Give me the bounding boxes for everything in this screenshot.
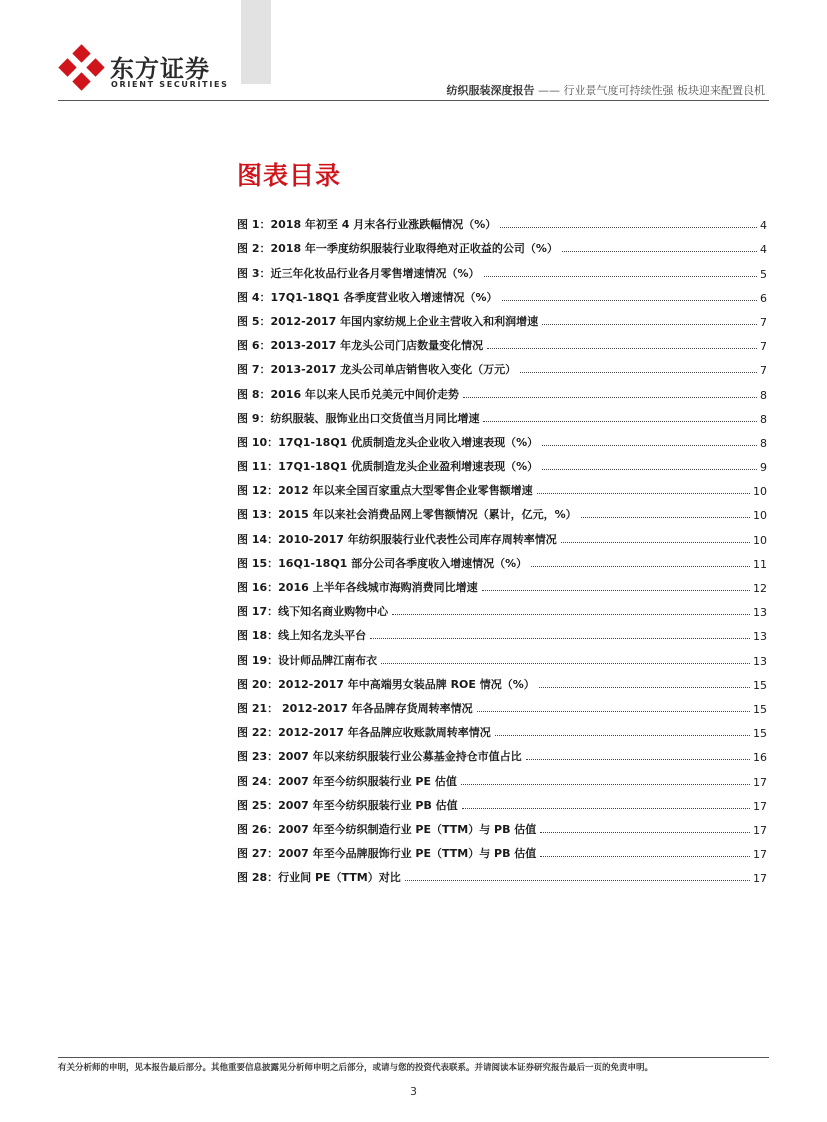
toc-entry-label: 图 23：2007 年以来纺织服装行业公募基金持仓市值占比 xyxy=(237,750,522,764)
toc-entry[interactable] xyxy=(237,764,767,788)
toc-entry[interactable] xyxy=(237,353,767,377)
toc-entry-page: 7 xyxy=(760,364,767,378)
toc-leader-dots xyxy=(542,445,757,446)
toc-entry-label: 图 12：2012 年以来全国百家重点大型零售企业零售额增速 xyxy=(237,484,533,498)
toc-entry-label: 图 1：2018 年初至 4 月末各行业涨跌幅情况（%） xyxy=(237,218,497,232)
toc-leader-dots xyxy=(542,469,757,470)
footer-divider xyxy=(58,1057,769,1058)
toc-leader-dots xyxy=(502,300,757,301)
header-divider xyxy=(58,100,769,101)
toc-entry-label: 图 18：线上知名龙头平台 xyxy=(237,629,367,643)
toc-entry-label: 图 26：2007 年至今纺织制造行业 PE（TTM）与 PB 估值 xyxy=(237,822,537,836)
toc-entry-page: 16 xyxy=(753,751,767,765)
toc-leader-dots xyxy=(484,276,757,277)
toc-entry-page: 17 xyxy=(753,872,767,886)
toc-entry[interactable] xyxy=(237,716,767,740)
toc-leader-dots xyxy=(462,808,750,809)
toc-entry[interactable] xyxy=(237,256,767,280)
toc-leader-dots xyxy=(463,397,757,398)
header-separator: —— xyxy=(538,84,560,97)
toc-leader-dots xyxy=(370,638,750,639)
toc-entry[interactable] xyxy=(237,232,767,256)
toc-entry-page: 10 xyxy=(753,485,767,499)
toc-leader-dots xyxy=(405,880,750,881)
toc-entry-page: 6 xyxy=(760,291,767,305)
toc-leader-dots xyxy=(537,493,750,494)
toc-entry-page: 17 xyxy=(753,823,767,837)
toc-entry-label: 图 25：2007 年至今纺织服装行业 PB 估值 xyxy=(237,798,458,812)
toc-entry-label: 图 14：2010-2017 年纺织服装行业代表性公司库存周转率情况 xyxy=(237,532,557,546)
toc-entry-label: 图 13：2015 年以来社会消费品网上零售额情况（累计，亿元，%） xyxy=(237,508,577,522)
logo-chinese-name: 东方证券 xyxy=(110,55,210,83)
toc-entry-label: 图 11：17Q1-18Q1 优质制造龙头企业盈利增速表现（%） xyxy=(237,460,539,474)
toc-entry-page: 13 xyxy=(753,630,767,644)
toc-entry-label: 图 24：2007 年至今纺织服装行业 PE 估值 xyxy=(237,774,457,788)
toc-entry-label: 图 16：2016 上半年各线城市海购消费同比增速 xyxy=(237,581,478,594)
toc-entry-page: 15 xyxy=(753,678,767,692)
running-header xyxy=(447,82,766,98)
footer-disclaimer: 有关分析师的申明，见本报告最后部分。其他重要信息披露见分析师申明之后部分，或请与您的投资代表联系。并请阅读本证券研究报告最后一页的免责申明。 xyxy=(58,1063,654,1073)
toc-title: 图表目录 xyxy=(237,161,342,190)
toc-leader-dots xyxy=(520,372,757,373)
toc-entry[interactable] xyxy=(237,208,767,232)
toc-entry-label: 图 28：行业间 PE（TTM）对比 xyxy=(237,871,401,885)
toc-leader-dots xyxy=(482,590,750,591)
report-title: 行业景气度可持续性强 板块迎来配置良机 xyxy=(563,84,765,97)
toc-entry[interactable] xyxy=(237,426,767,450)
toc-entry[interactable] xyxy=(237,837,767,861)
toc-entry-page: 8 xyxy=(760,388,767,402)
toc-entry[interactable] xyxy=(237,571,767,595)
toc-leader-dots xyxy=(539,687,750,688)
toc-entry-label: 图 27：2007 年至今品牌服饰行业 PE（TTM）与 PB 估值 xyxy=(237,847,537,861)
toc-entry-label: 图 22：2012-2017 年各品牌应收账款周转率情况 xyxy=(237,726,491,740)
report-type: 纺织服装深度报告 xyxy=(446,84,535,97)
toc-entry-label: 图 2：2018 年一季度纺织服装行业取得绝对正收益的公司（%） xyxy=(237,242,558,256)
toc-leader-dots xyxy=(542,324,757,325)
toc-entry-page: 4 xyxy=(760,219,767,233)
toc-entry-page: 8 xyxy=(760,436,767,450)
toc-leader-dots xyxy=(392,614,750,615)
toc-entry-page: 7 xyxy=(760,340,767,354)
toc-leader-dots xyxy=(483,421,757,422)
toc-entry[interactable] xyxy=(237,329,767,353)
toc-entry-label: 图 4：17Q1-18Q1 各季度营业收入增速情况（%） xyxy=(237,290,498,304)
toc-entry[interactable] xyxy=(237,305,767,329)
toc-entry[interactable] xyxy=(237,377,767,401)
toc-entry[interactable] xyxy=(237,668,767,692)
toc-entry-label: 图 5：2012-2017 年国内家纺规上企业主营收入和利润增速 xyxy=(237,314,539,328)
toc-list xyxy=(237,208,767,885)
toc-leader-dots xyxy=(381,663,750,664)
toc-entry-page: 7 xyxy=(760,315,767,329)
toc-entry[interactable] xyxy=(237,643,767,667)
toc-entry-label: 图 20：2012-2017 年中高端男女装品牌 ROE 情况（%） xyxy=(237,677,535,691)
toc-leader-dots xyxy=(500,227,757,228)
toc-leader-dots xyxy=(531,566,750,567)
page-number: 3 xyxy=(410,1085,417,1098)
toc-entry[interactable] xyxy=(237,619,767,643)
toc-entry-page: 4 xyxy=(760,243,767,257)
toc-entry-page: 15 xyxy=(753,702,767,716)
toc-entry[interactable] xyxy=(237,692,767,716)
toc-entry[interactable] xyxy=(237,281,767,305)
toc-entry-page: 12 xyxy=(753,582,767,595)
toc-entry-label: 图 10：17Q1-18Q1 优质制造龙头企业收入增速表现（%） xyxy=(237,435,539,449)
toc-leader-dots xyxy=(562,251,757,252)
toc-entry-label: 图 8：2016 年以来人民币兑美元中间价走势 xyxy=(237,387,459,401)
toc-leader-dots xyxy=(526,759,750,760)
toc-entry-label: 图 19：设计师品牌江南布衣 xyxy=(237,653,378,667)
orient-securities-logo-icon xyxy=(58,44,106,92)
toc-leader-dots xyxy=(540,832,750,833)
toc-entry-page: 17 xyxy=(753,848,767,862)
toc-entry-label: 图 9：纺织服装、服饰业出口交货值当月同比增速 xyxy=(237,411,480,425)
toc-entry-page: 9 xyxy=(760,461,767,475)
toc-entry-page: 15 xyxy=(753,727,767,741)
toc-entry-page: 13 xyxy=(753,606,767,620)
toc-leader-dots xyxy=(495,735,750,736)
logo-english-name: ORIENT SECURITIES xyxy=(111,80,229,89)
toc-entry-label: 图 15：16Q1-18Q1 部分公司各季度收入增速情况（%） xyxy=(237,556,528,570)
toc-entry[interactable] xyxy=(237,789,767,813)
toc-entry[interactable] xyxy=(237,861,767,885)
toc-entry-label: 图 3：近三年化妆品行业各月零售增速情况（%） xyxy=(237,266,480,280)
toc-entry[interactable] xyxy=(237,402,767,426)
toc-entry[interactable] xyxy=(237,498,767,522)
toc-entry-page: 17 xyxy=(753,799,767,813)
toc-entry[interactable] xyxy=(237,740,767,764)
toc-leader-dots xyxy=(540,856,750,857)
toc-entry[interactable] xyxy=(237,595,767,619)
toc-leader-dots xyxy=(581,517,750,518)
toc-leader-dots xyxy=(487,348,757,349)
toc-entry-label: 图 21： 2012-2017 年各品牌存货周转率情况 xyxy=(237,701,473,715)
toc-entry-page: 8 xyxy=(760,412,767,426)
toc-entry-page: 10 xyxy=(753,533,767,547)
toc-entry[interactable] xyxy=(237,813,767,837)
toc-entry-label: 图 6：2013-2017 年龙头公司门店数量变化情况 xyxy=(237,339,484,353)
toc-entry-page: 17 xyxy=(753,775,767,789)
toc-entry-label: 图 17：线下知名商业购物中心 xyxy=(237,605,389,619)
toc-entry-page: 5 xyxy=(760,267,767,281)
toc-leader-dots xyxy=(461,784,750,785)
toc-entry[interactable] xyxy=(237,522,767,546)
toc-entry-page: 11 xyxy=(753,557,767,571)
toc-entry-label: 图 7：2013-2017 龙头公司单店销售收入变化（万元） xyxy=(237,363,517,377)
toc-entry[interactable] xyxy=(237,474,767,498)
toc-entry[interactable] xyxy=(237,547,767,571)
toc-entry-page: 13 xyxy=(753,654,767,668)
toc-leader-dots xyxy=(561,542,750,543)
toc-leader-dots xyxy=(477,711,750,712)
toc-entry[interactable] xyxy=(237,450,767,474)
company-logo xyxy=(58,44,248,96)
toc-entry-page: 10 xyxy=(753,509,767,523)
